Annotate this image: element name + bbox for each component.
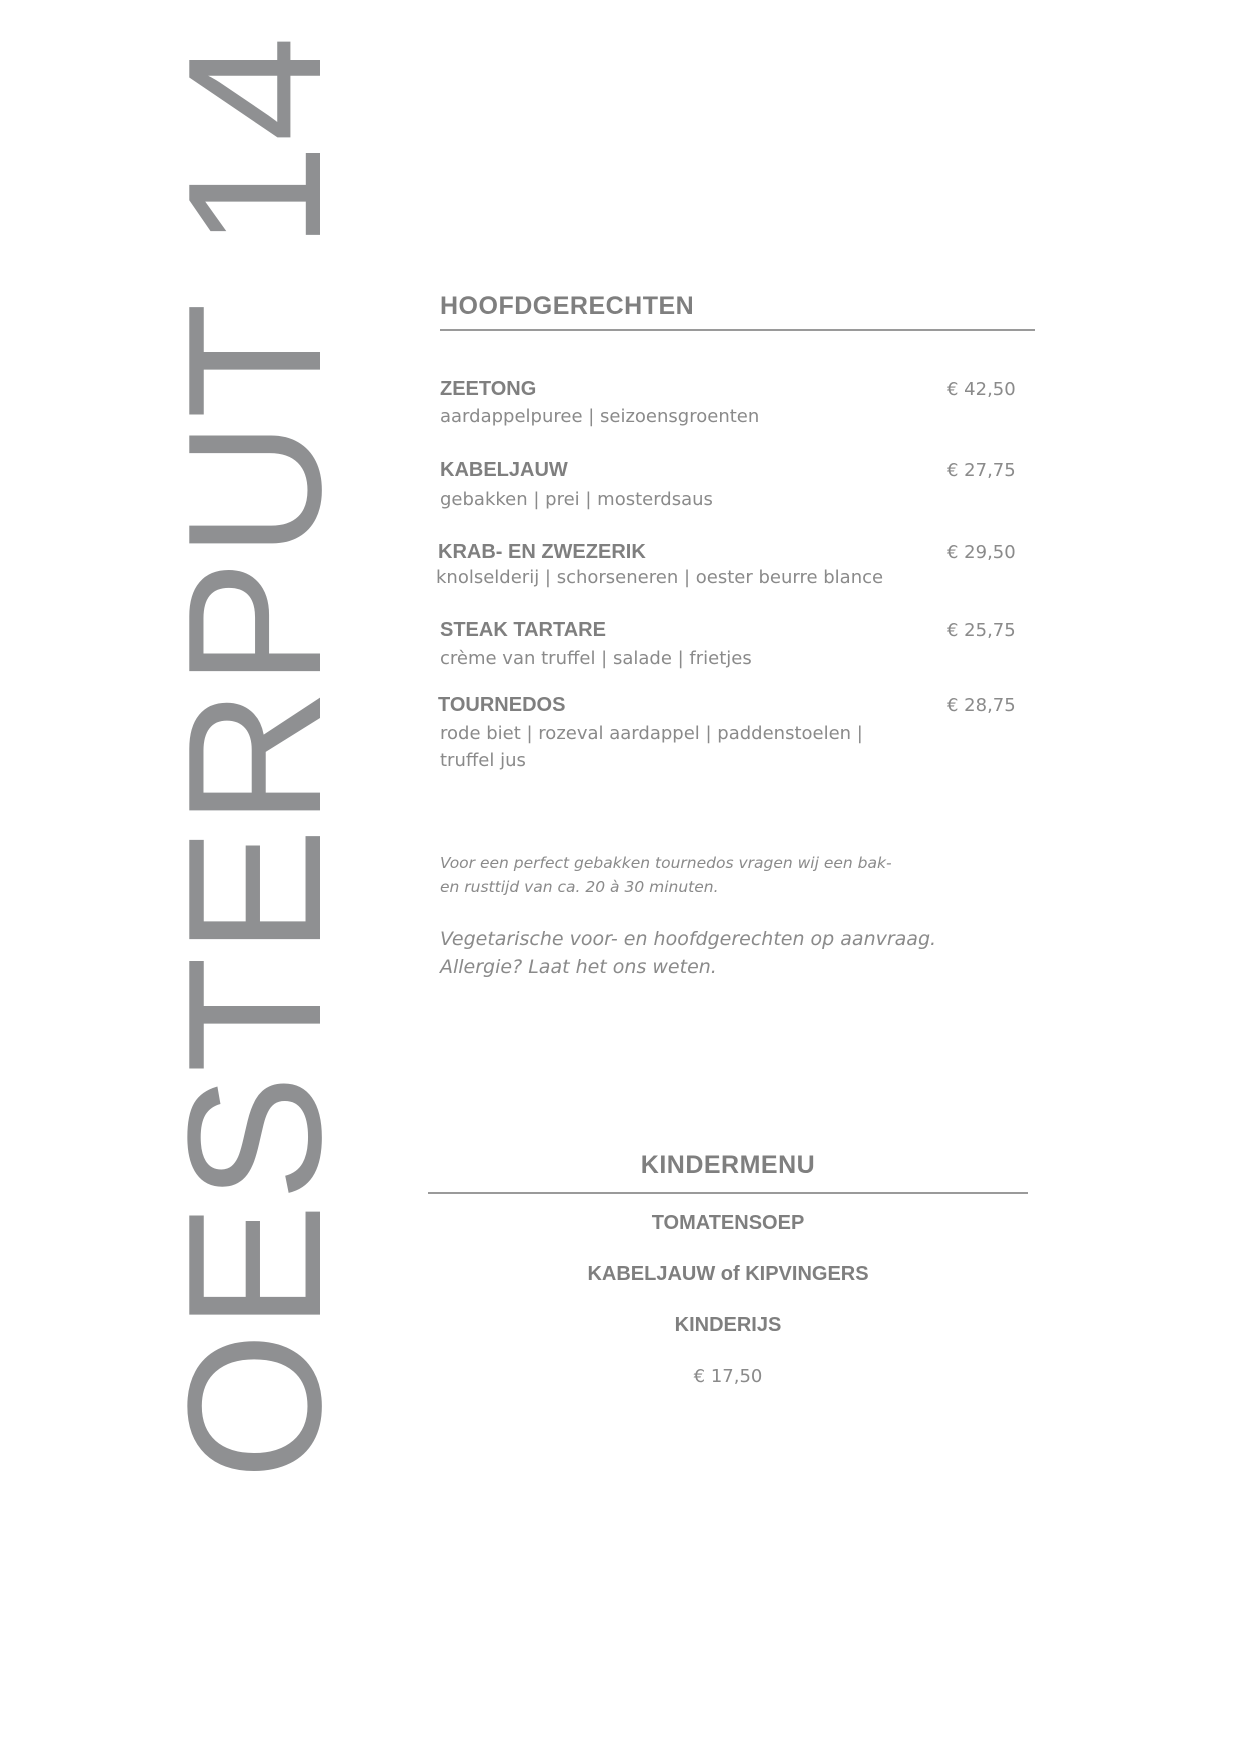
dish-price: € 42,50 <box>947 379 1016 400</box>
dish-description: gebakken | prei | mosterdsaus <box>440 489 713 510</box>
dish-description: truffel jus <box>440 750 526 771</box>
note-line: Voor een perfect gebakken tournedos vragen wij een bak- <box>440 854 892 872</box>
section-title-main-courses: HOOFDGERECHTEN <box>440 292 695 320</box>
kids-menu-price: € 17,50 <box>693 1366 763 1387</box>
dish-name: STEAK TARTARE <box>440 619 606 641</box>
note-line: Vegetarische voor- en hoofdgerechten op aanvraag. <box>440 928 937 950</box>
note-line: en rusttijd van ca. 20 à 30 minuten. <box>440 878 719 896</box>
dish-name: ZEETONG <box>440 378 537 400</box>
section-divider <box>440 329 1035 331</box>
dish-description: knolselderij | schorseneren | oester beurre blance <box>436 567 884 588</box>
dish-name: KRAB- EN ZWEZERIK <box>438 541 646 563</box>
section-divider <box>428 1192 1028 1194</box>
section-title-kids-menu: KINDERMENU <box>640 1151 816 1179</box>
kids-menu-item: TOMATENSOEP <box>651 1212 805 1234</box>
dish-price: € 28,75 <box>947 695 1016 716</box>
dish-name: TOURNEDOS <box>438 694 566 716</box>
dish-description: aardappelpuree | seizoensgroenten <box>440 406 760 427</box>
brand-title: OESTERPUT 14 <box>149 34 361 1480</box>
tournedos-note <box>440 851 940 899</box>
dish-name: KABELJAUW <box>440 459 568 481</box>
dish-description: rode biet | rozeval aardappel | paddenstoelen | <box>440 723 863 744</box>
dish-price: € 27,75 <box>947 460 1016 481</box>
dietary-note <box>440 925 960 981</box>
dish-description: crème van truffel | salade | frietjes <box>440 648 752 669</box>
kids-menu-item: KABELJAUW of KIPVINGERS <box>587 1263 869 1285</box>
note-line: Allergie? Laat het ons weten. <box>440 956 717 978</box>
dish-price: € 25,75 <box>947 620 1016 641</box>
kids-menu-item: KINDERIJS <box>674 1314 782 1336</box>
dish-price: € 29,50 <box>947 542 1016 563</box>
